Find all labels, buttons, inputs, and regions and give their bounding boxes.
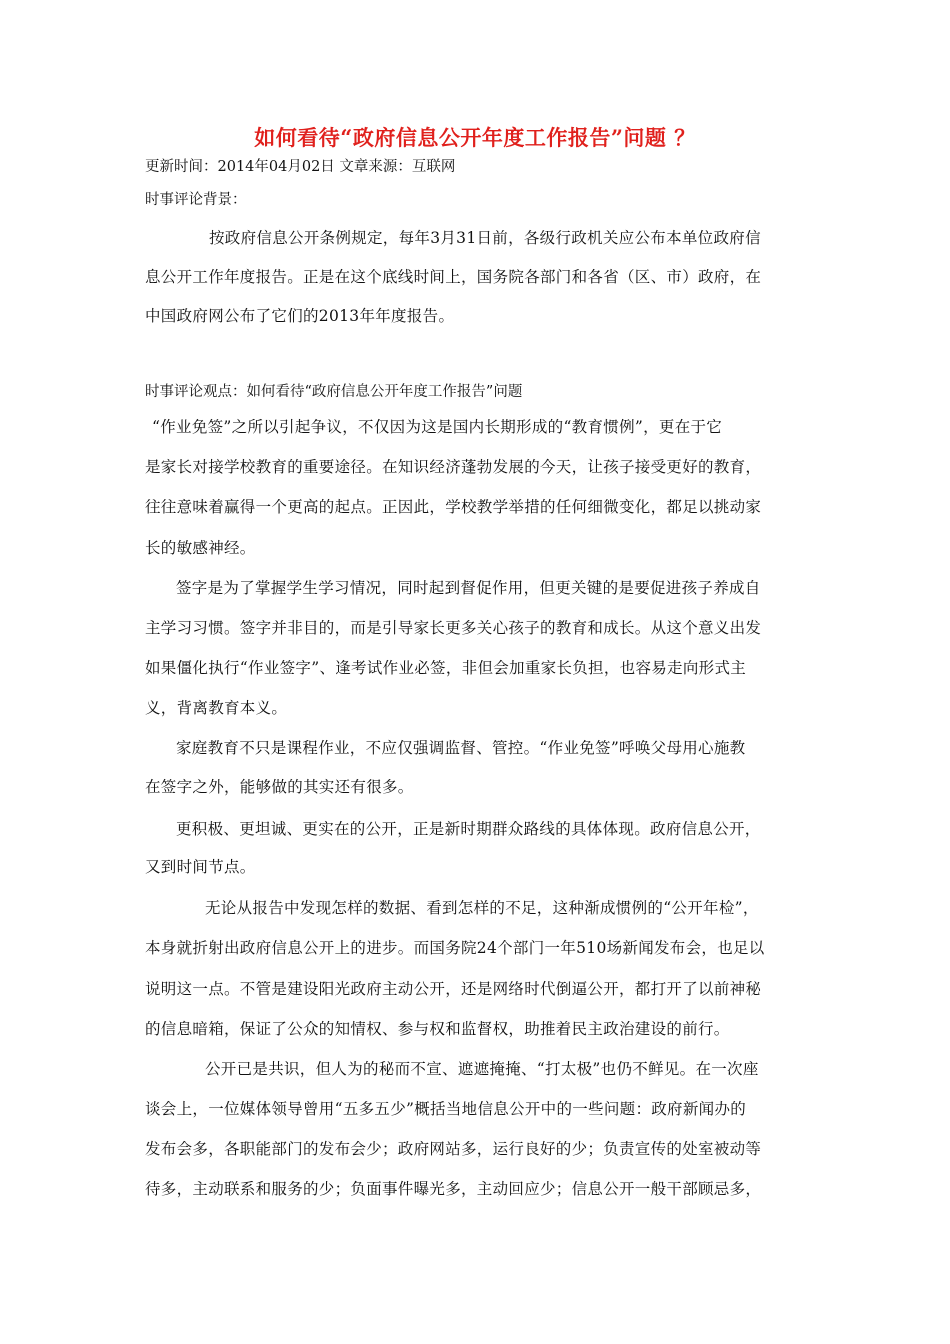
paragraph-line: “作业免签”之所以引起争议，不仅因为这是国内长期形成的“教育惯例”，更在于它: [152, 418, 723, 436]
document-title: 如何看待“政府信息公开年度工作报告”问题 ？: [254, 125, 696, 150]
paragraph-line: 本身就折射出政府信息公开上的进步。而国务院24个部门一年510场新闻发布会，也足以: [145, 939, 765, 957]
paragraph-line: 待多，主动联系和服务的少；负面事件曝光多，主动回应少；信息公开一般干部顾忌多，: [145, 1180, 762, 1198]
paragraph-line: 签字是为了掌握学生学习情况，同时起到督促作用，但更关键的是要促进孩子养成自: [176, 579, 761, 597]
paragraph-line: 义，背离教育本义。: [145, 699, 288, 717]
paragraph-line: 中国政府网公布了它们的2013年年度报告。: [145, 307, 455, 325]
paragraph-line: 息公开工作年度报告。正是在这个底线时间上，国务院各部门和各省（区、市）政府，在: [145, 268, 762, 286]
viewpoint-label: 时事评论观点：如何看待“政府信息公开年度工作报告”问题: [145, 384, 523, 400]
paragraph-line: 按政府信息公开条例规定，每年3月31日前，各级行政机关应公布本单位政府信: [209, 229, 761, 247]
paragraph-line: 无论从报告中发现怎样的数据、看到怎样的不足，这种渐成惯例的“公开年检”，: [205, 899, 759, 917]
paragraph-line: 如果僵化执行“作业签字”、逢考试作业必签，非但会加重家长负担，也容易走向形式主: [145, 659, 747, 677]
background-label: 时事评论背景：: [145, 192, 247, 208]
paragraph-line: 发布会多，各职能部门的发布会少；政府网站多，运行良好的少；负责宣传的处室被动等: [145, 1140, 762, 1158]
paragraph-line: 公开已是共识，但人为的秘而不宣、遮遮掩掩、“打太极”也仍不鲜见。在一次座: [205, 1060, 759, 1078]
paragraph-line: 又到时间节点。: [145, 858, 256, 876]
paragraph-line: 在签字之外，能够做的其实还有很多。: [145, 778, 414, 796]
paragraph-line: 说明这一点。不管是建设阳光政府主动公开，还是网络时代倒逼公开，都打开了以前神秘: [145, 980, 762, 998]
paragraph-line: 更积极、更坦诚、更实在的公开，正是新时期群众路线的具体体现。政府信息公开，: [176, 820, 761, 838]
paragraph-line: 往往意味着赢得一个更高的起点。正因此，学校教学举措的任何细微变化，都足以挑动家: [145, 498, 762, 516]
paragraph-line: 谈会上，一位媒体领导曾用“五多五少”概括当地信息公开中的一些问题：政府新闻办的: [145, 1100, 747, 1118]
paragraph-line: 长的敏感神经。: [145, 539, 256, 557]
paragraph-line: 家庭教育不只是课程作业，不应仅强调监督、管控。“作业免签”呼唤父母用心施教: [176, 739, 746, 757]
paragraph-line: 主学习习惯。签字并非目的，而是引导家长更多关心孩子的教育和成长。从这个意义出发: [145, 619, 762, 637]
paragraph-line: 是家长对接学校教育的重要途径。在知识经济蓬勃发展的今天，让孩子接受更好的教育，: [145, 458, 762, 476]
paragraph-line: 的信息暗箱，保证了公众的知情权、参与权和监督权，助推着民主政治建设的前行。: [145, 1020, 730, 1038]
article-meta: 更新时间：2014年04月02日 文章来源：互联网: [145, 159, 456, 175]
